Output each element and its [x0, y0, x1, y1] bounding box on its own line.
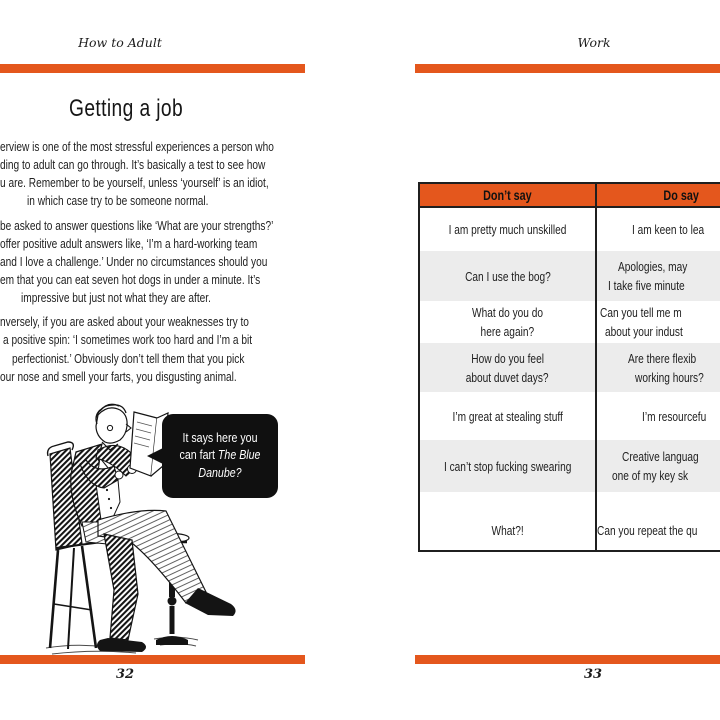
dont-do-table	[418, 182, 720, 552]
left-running-head: How to Adult	[78, 35, 162, 50]
bottom-rule-left	[0, 655, 305, 664]
body-text-line: em that you can eat seven hot dogs in under a minute. It’s	[0, 272, 261, 287]
table-row	[420, 343, 720, 392]
table-cell-do: I am keen to lea	[632, 222, 705, 237]
table-row	[420, 492, 720, 550]
page-number-right: 33	[583, 667, 603, 682]
table-cell-dont: What?!	[420, 492, 597, 550]
top-rule-right	[415, 64, 720, 73]
table-cell-dont: I can’t stop fucking swearing	[420, 440, 597, 492]
table-cell-do: Can you repeat the qu	[597, 522, 698, 538]
table-cell-do: Are there flexib working hours?	[628, 350, 704, 385]
body-text-line: perfectionist.’ Obviously don’t tell them that you pick	[12, 351, 245, 366]
body-text-line: a positive spin: ‘I sometimes work too hard and I’m a bit	[3, 332, 253, 347]
body-text-line: offer positive adult answers like, ‘I’m a hard-working team	[0, 236, 258, 251]
bottom-rule-right	[415, 655, 720, 664]
body-text-line: our nose and smell your farts, you disgusting animal.	[0, 369, 237, 384]
table-cell-dont: What do you do here again?	[420, 301, 597, 343]
table-header-dont: Don’t say	[420, 184, 597, 206]
table-cell-do: Apologies, may I take five minute	[608, 259, 688, 293]
table-body	[420, 208, 720, 550]
table-cell-dont: How do you feel about duvet days?	[420, 343, 597, 392]
speech-bubble-text	[162, 430, 278, 483]
table-cell-dont: Can I use the bog?	[420, 251, 597, 301]
chapter-title: Getting a job	[69, 95, 184, 122]
speech-bubble	[162, 414, 278, 498]
table-row	[420, 301, 720, 343]
table-row	[420, 208, 720, 251]
table-row	[420, 440, 720, 492]
right-running-head: Work	[577, 35, 611, 50]
table-cell-do: Can you tell me m about your indust	[600, 305, 683, 339]
body-text-line: be asked to answer questions like ‘What are your strengths?’	[0, 218, 274, 233]
table-cell-do: I’m resourcefu	[642, 408, 707, 424]
table-header-row	[420, 184, 720, 208]
speech-bubble-line: Danube?	[198, 465, 242, 480]
body-text-line: nversely, if you are asked about your weaknesses try to	[0, 314, 249, 329]
table-row	[420, 251, 720, 301]
body-text-line: impressive but just not what they are after.	[21, 290, 211, 305]
body-text-line: and I love a challenge.’ Under no circumstances should you	[0, 254, 268, 269]
body-text-line: u are. Remember to be yourself, unless ‘yourself’ is an idiot,	[0, 175, 269, 190]
body-text-line: ding to adult can go through. It’s basically a test to see how	[0, 157, 266, 172]
speech-bubble-line: can fart The Blue	[179, 448, 261, 463]
body-text-line: in which case try to be someone normal.	[27, 193, 209, 208]
table-cell-dont: I am pretty much unskilled	[420, 208, 597, 251]
table-cell-do: Creative languag one of my key sk	[612, 449, 699, 483]
table-header-do: Do say	[663, 187, 699, 203]
page-number-left: 32	[115, 667, 135, 682]
speech-bubble-tail	[147, 448, 163, 464]
top-rule-left	[0, 64, 305, 73]
table-row	[420, 392, 720, 440]
body-text-line: erview is one of the most stressful experiences a person who	[0, 139, 274, 154]
speech-bubble-line: It says here you	[182, 430, 258, 445]
table-cell-dont: I’m great at stealing stuff	[420, 392, 597, 440]
